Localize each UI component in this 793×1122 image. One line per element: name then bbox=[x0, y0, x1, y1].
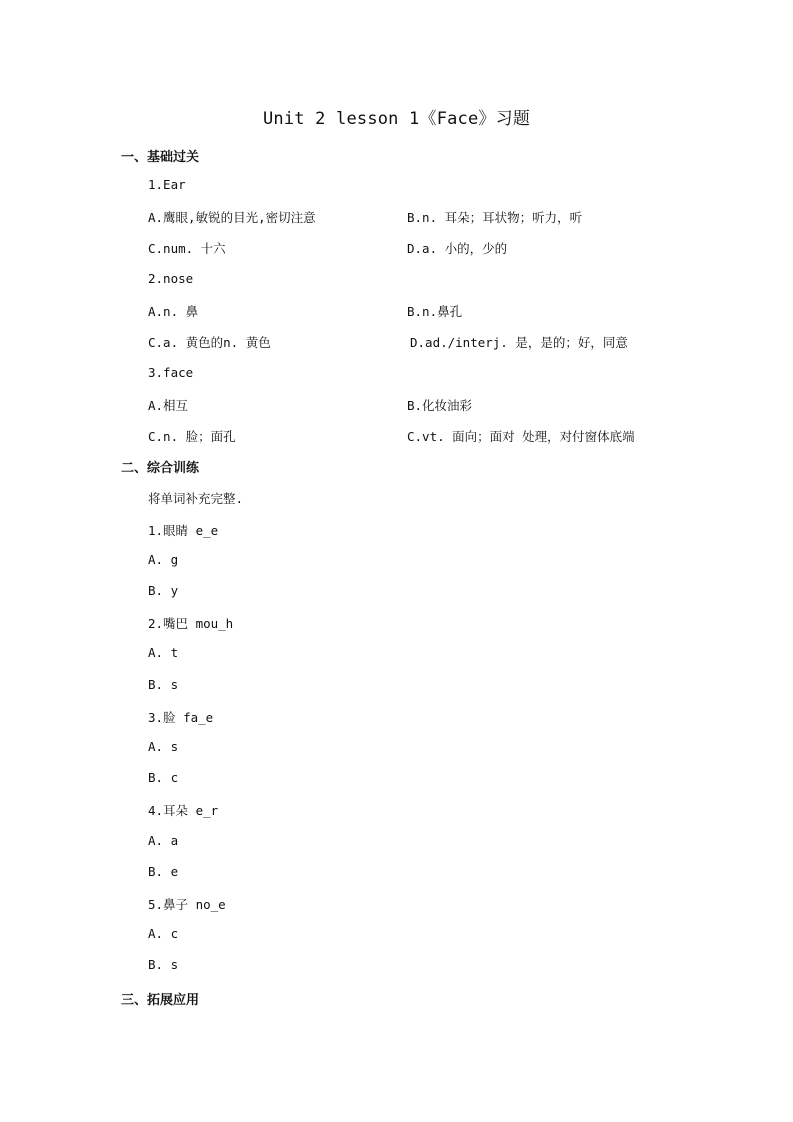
question-stem: 3.face bbox=[148, 365, 194, 380]
question-stem: 2.nose bbox=[148, 271, 194, 286]
option: A.鹰眼,敏锐的目光,密切注意 bbox=[148, 210, 316, 225]
section-heading-basic: 一、基础过关 bbox=[121, 150, 200, 165]
option: B. c bbox=[148, 770, 179, 785]
option: C.a. 黄色的n. 黄色 bbox=[148, 335, 271, 350]
question-stem: 5.鼻子 no_e bbox=[148, 897, 226, 912]
option: B. s bbox=[148, 677, 179, 692]
option: C.num. 十六 bbox=[148, 241, 226, 256]
question-stem: 1.眼睛 e_e bbox=[148, 523, 219, 538]
question-stem: 4.耳朵 e_r bbox=[148, 803, 219, 818]
section-instruction: 将单词补充完整. bbox=[148, 491, 244, 506]
section-heading-practice: 二、综合训练 bbox=[121, 461, 200, 476]
option: B.n.鼻孔 bbox=[407, 304, 463, 319]
option: A. s bbox=[148, 739, 179, 754]
option: A. c bbox=[148, 926, 179, 941]
option: B. e bbox=[148, 864, 179, 879]
option: B. y bbox=[148, 583, 179, 598]
option: B.化妆油彩 bbox=[407, 398, 473, 413]
option: D.ad./interj. 是，是的；好，同意 bbox=[410, 335, 628, 350]
option: C.vt. 面向；面对 处理，对付窗体底端 bbox=[407, 429, 635, 444]
option: A.相互 bbox=[148, 398, 189, 413]
section-heading-extension: 三、拓展应用 bbox=[121, 993, 200, 1008]
option: A. t bbox=[148, 645, 179, 660]
question-stem: 1.Ear bbox=[148, 177, 186, 192]
question-stem: 3.脸 fa_e bbox=[148, 710, 214, 725]
option: B.n. 耳朵；耳状物；听力，听 bbox=[407, 210, 583, 225]
option: A.n. 鼻 bbox=[148, 304, 199, 319]
option: B. s bbox=[148, 957, 179, 972]
document-title: Unit 2 lesson 1《Face》习题 bbox=[262, 109, 531, 129]
option: C.n. 脸；面孔 bbox=[148, 429, 236, 444]
option: A. a bbox=[148, 833, 179, 848]
option: D.a. 小的，少的 bbox=[407, 241, 508, 256]
question-stem: 2.嘴巴 mou_h bbox=[148, 616, 234, 631]
option: A. g bbox=[148, 552, 179, 567]
